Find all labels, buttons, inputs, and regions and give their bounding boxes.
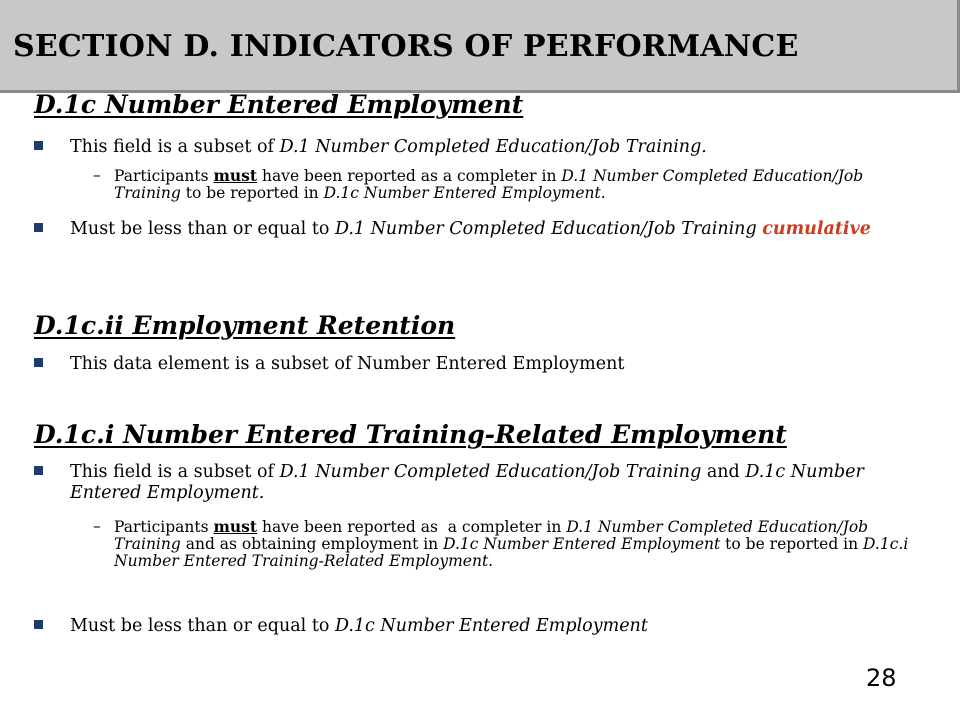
slide-title: SECTION D. INDICATORS OF PERFORMANCE: [13, 29, 799, 64]
bullet-text: Must be less than or equal to: [70, 616, 335, 636]
square-bullet-icon: [34, 620, 43, 629]
bullet-text: This field is a subset of: [70, 137, 280, 157]
subbullet-text: to be reported in: [180, 184, 324, 202]
cumulative-highlight: cumulative: [762, 219, 871, 239]
square-bullet-icon: [34, 358, 43, 367]
bullet-d1ci-limit: [70, 616, 930, 637]
must-emphasis: must: [213, 517, 258, 536]
subbullet-italic: D.1 Number Completed Education/Job Training: [114, 518, 869, 553]
section-title-d1cii: D.1c.ii Employment Retention: [34, 311, 456, 340]
bullet-italic: D.1 Number Completed Education/Job Training.: [279, 137, 707, 157]
bullet-d1c-limit: [70, 219, 930, 240]
subbullet-text: Participants: [114, 167, 214, 185]
bullet-italic: D.1 Number Completed Education/Job Training: [334, 219, 757, 239]
must-emphasis: must: [213, 166, 258, 185]
page-number: 28: [866, 664, 897, 692]
bullet-text: This field is a subset of: [70, 462, 280, 482]
bullet-text: This data element is a subset of Number Entered Employment: [70, 354, 625, 374]
bullet-text: Must be less than or equal to: [70, 219, 335, 239]
square-bullet-icon: [34, 466, 43, 475]
header-band: [0, 0, 957, 90]
subbullet-italic: D.1c.i Number Entered Training-Related Employment.: [114, 535, 909, 570]
subbullet-italic: D.1c Number Entered Employment: [443, 535, 721, 553]
section-title-d1ci: D.1c.i Number Entered Training-Related Employment: [34, 420, 787, 449]
subbullet-text: Participants: [114, 518, 214, 536]
subbullet-italic: D.1c Number Entered Employment.: [323, 184, 606, 202]
subbullet-d1ci-completer: [93, 517, 924, 570]
square-bullet-icon: [34, 223, 43, 232]
bullet-d1cii-subset: [70, 354, 930, 375]
subbullet-italic: D.1 Number Completed Education/Job Training: [114, 167, 864, 202]
bullet-italic: D.1c Number Entered Employment: [334, 616, 648, 636]
subbullet-text: have been reported as a completer in: [257, 518, 567, 536]
bullet-text: and: [701, 462, 746, 482]
subbullet-text: and as obtaining employment in: [180, 535, 444, 553]
subbullet-text: have been reported as a completer in: [257, 167, 562, 185]
bullet-d1ci-subset: [70, 462, 930, 504]
bullet-italic: D.1 Number Completed Education/Job Training: [279, 462, 702, 482]
bullet-d1c-subset: [70, 137, 930, 158]
dash-bullet-icon: –: [93, 166, 101, 184]
square-bullet-icon: [34, 141, 43, 150]
section-title-d1c: D.1c Number Entered Employment: [34, 90, 524, 119]
bullet-italic: D.1c Number Entered Employment.: [70, 462, 864, 503]
subbullet-d1c-completer: [93, 166, 924, 202]
dash-bullet-icon: –: [93, 517, 101, 535]
subbullet-text: to be reported in: [720, 535, 864, 553]
